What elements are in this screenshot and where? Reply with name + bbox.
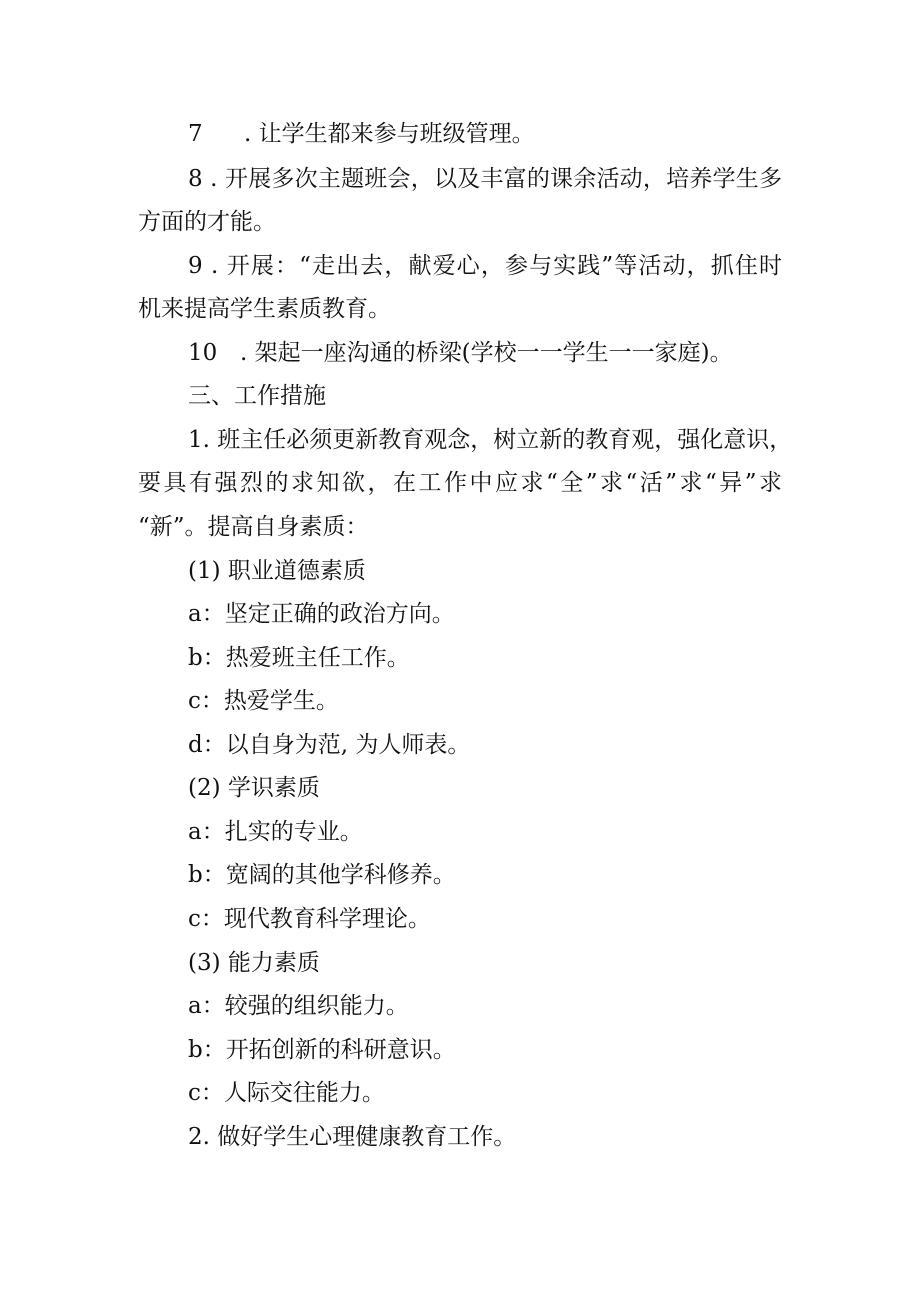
list-item-8 [0,164,920,194]
subheading-3 [0,948,920,978]
sub-item-d [0,730,920,760]
subheading-2 [0,773,920,803]
subheading-1 [0,556,920,586]
item-text: b：宽阔的其他学科修养。 [188,862,456,888]
item-text: 机来提高学生素质教育。 [138,296,391,322]
item-text: . 让学生都来参与班级管理。 [244,121,535,147]
item-text: 2. 做好学生心理健康教育工作。 [188,1124,517,1150]
item-text: c：现代教育科学理论。 [188,906,431,932]
item-text: 方面的才能。 [138,209,276,235]
subheading-text: (1) 职业道德素质 [188,558,366,584]
sub-item-c [0,686,920,716]
sub-item-b [0,643,920,673]
item-text: 要具有强烈的求知欲，在工作中应求“全”求“活”求“异”求 [138,470,782,496]
item-text: a：扎实的专业。 [188,819,363,845]
item-text: b：开拓创新的科研意识。 [188,1037,456,1063]
item-text: c：人际交往能力。 [188,1080,385,1106]
measure-1-continued-2 [0,512,920,542]
item-text: 8 . 开展多次主题班会，以及丰富的课余活动，培养学生多 [188,166,782,192]
item-text: a：坚定正确的政治方向。 [188,601,455,627]
sub-item-c [0,904,920,934]
heading-text: 三、工作措施 [188,383,326,409]
list-item-8-continued [0,207,920,237]
subheading-text: (3) 能力素质 [188,950,320,976]
item-text: c：热爱学生。 [188,688,339,714]
list-item-9 [0,251,920,281]
list-item-10 [0,338,920,368]
item-text: b：热爱班主任工作。 [188,645,410,671]
item-number: 10 [188,340,218,366]
section-heading [0,381,920,411]
item-text: d：以自身为范, 为人师表。 [188,732,471,758]
sub-item-b [0,860,920,890]
item-text: 1. 班主任必须更新教育观念，树立新的教育观，强化意识， [188,427,793,453]
item-text: . 架起一座沟通的桥梁(学校一一学生一一家庭)。 [240,340,733,366]
measure-2 [0,1122,920,1152]
item-text: “新”。提高自身素质： [138,514,369,540]
item-number: 7 [188,121,203,147]
measure-1-continued [0,468,920,498]
item-text: 9 . 开展：“走出去，献爱心，参与实践”等活动，抓住时 [188,253,782,279]
list-item-9-continued [0,294,920,324]
sub-item-a [0,599,920,629]
item-text: a：较强的组织能力。 [188,993,409,1019]
list-item-7 [0,119,920,149]
sub-item-a [0,991,920,1021]
sub-item-a [0,817,920,847]
measure-1 [0,425,920,455]
sub-item-c [0,1078,920,1108]
sub-item-b [0,1035,920,1065]
subheading-text: (2) 学识素质 [188,775,320,801]
